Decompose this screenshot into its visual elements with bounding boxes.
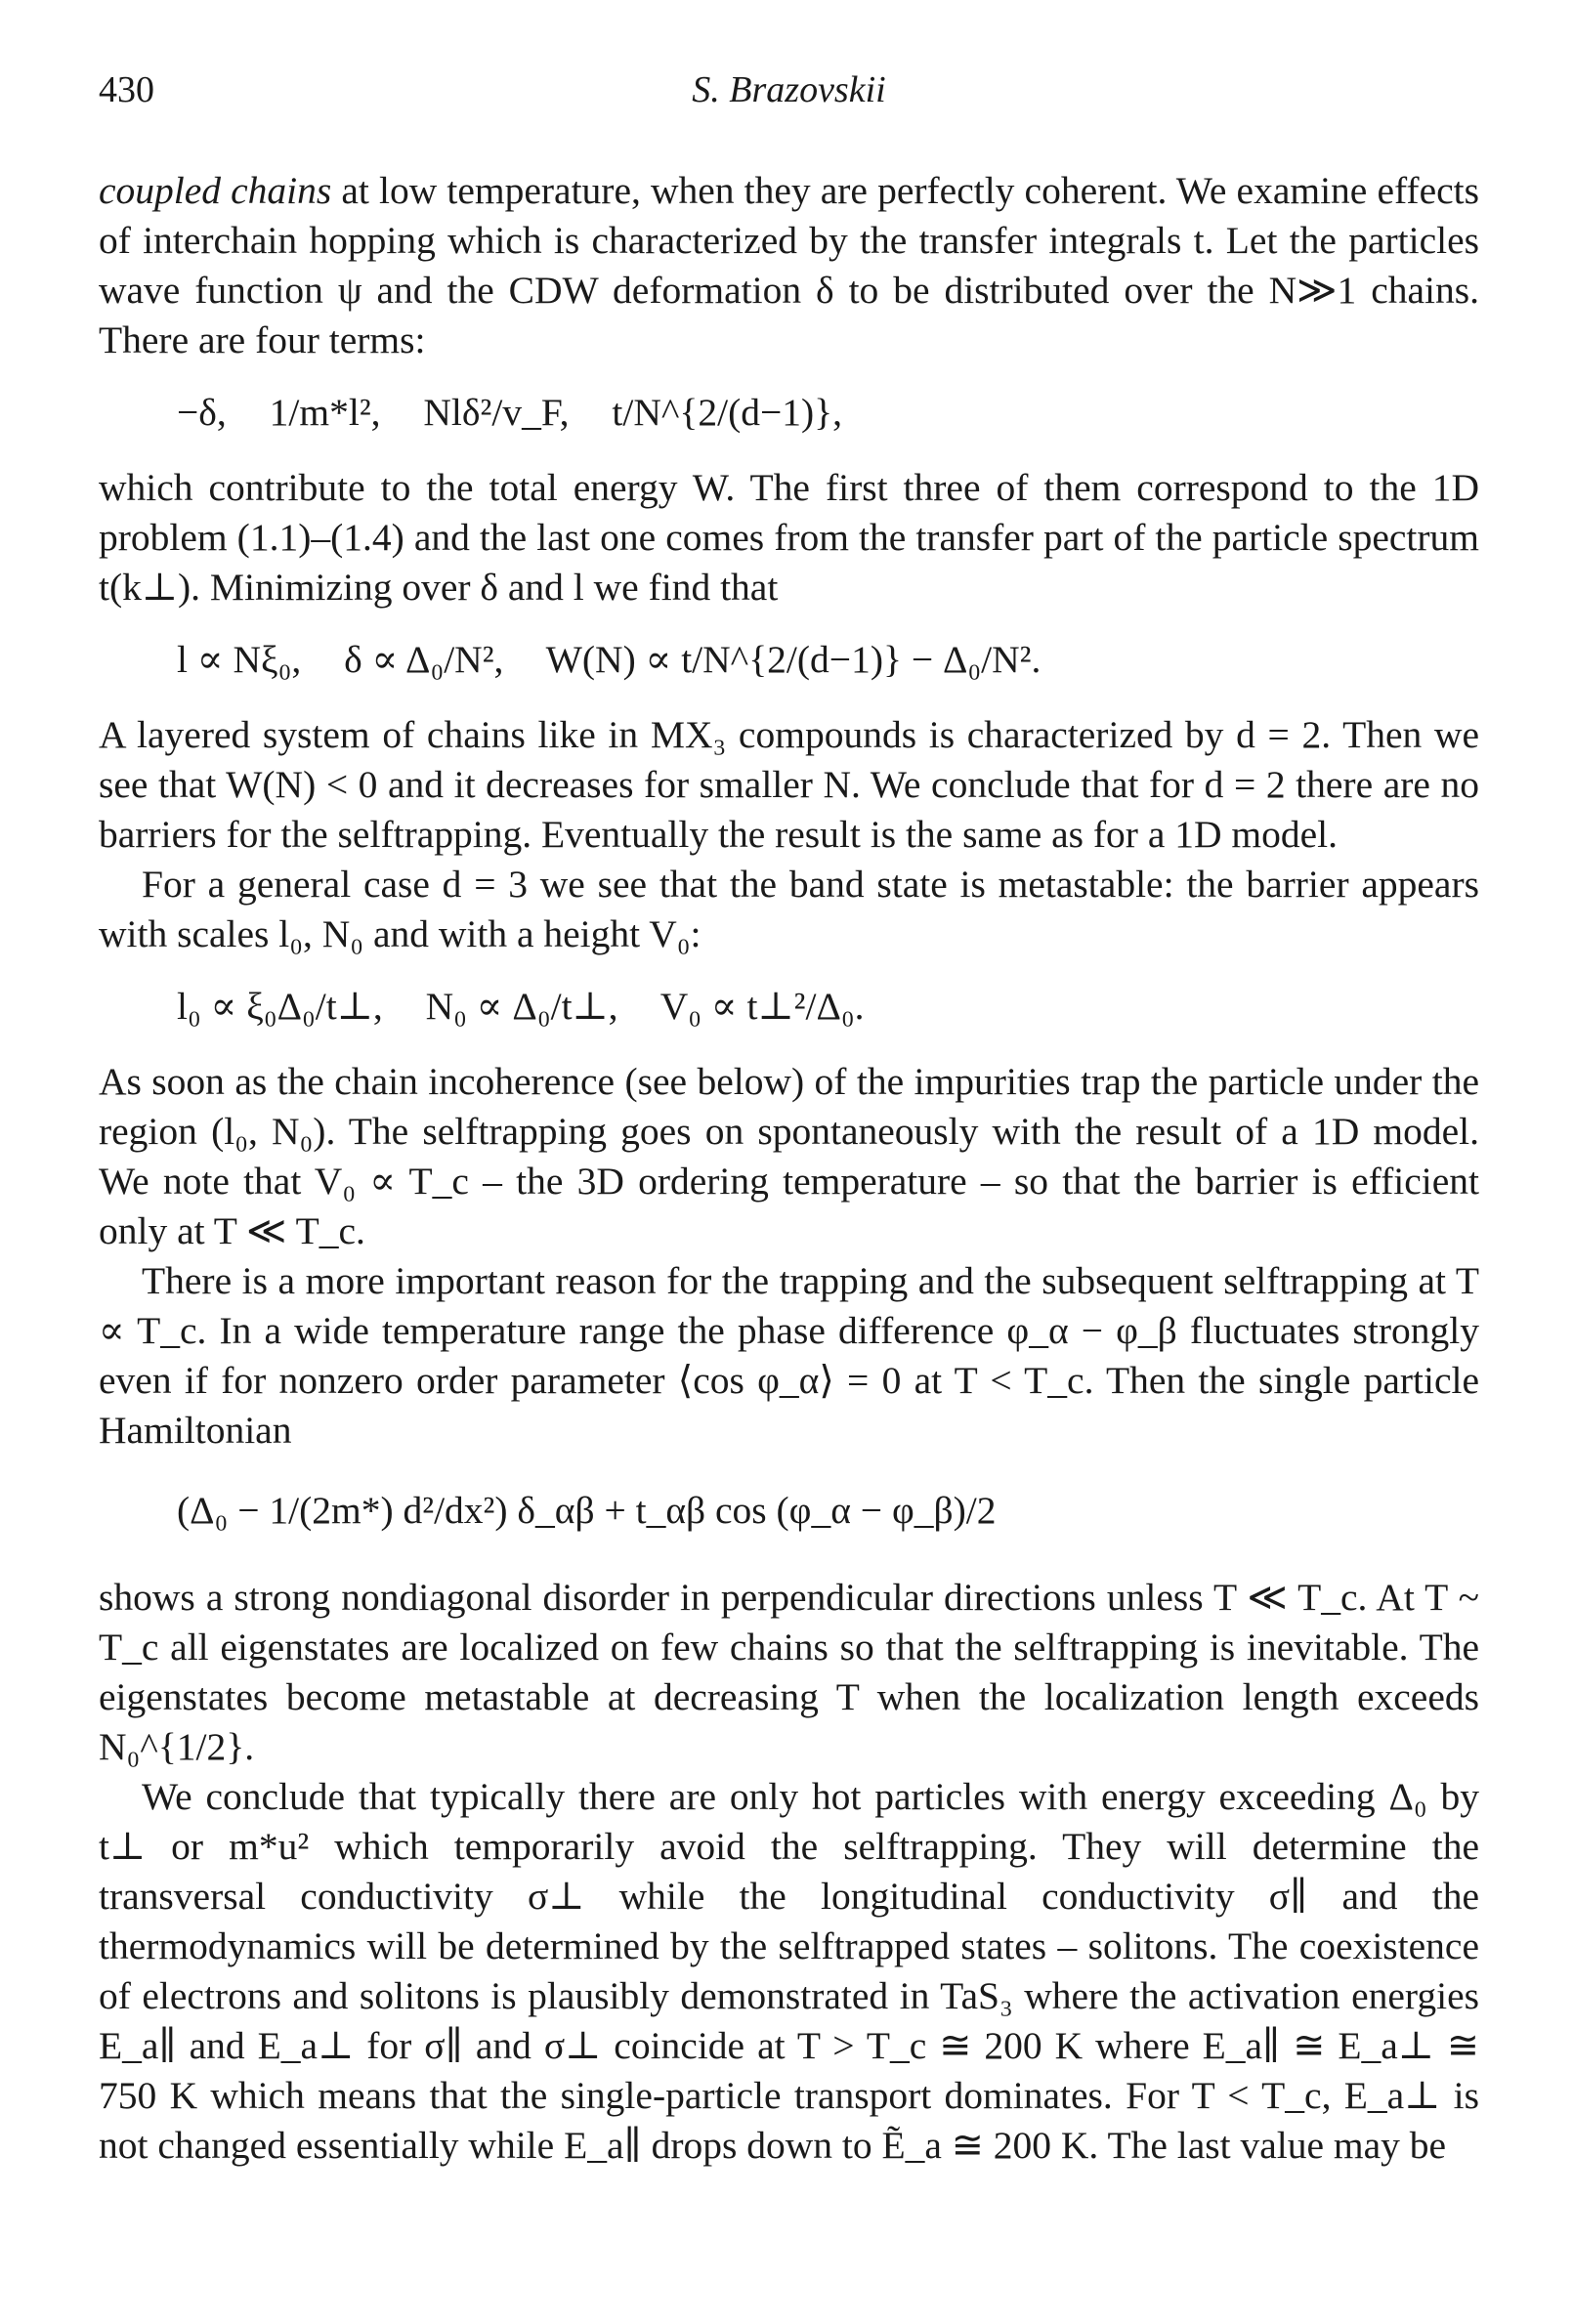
paragraph-6: There is a more important reason for the trapping and the subsequent selftrapping at T ∝ T_c. In a wide temperature range the phase difference φ_α − φ_β fluctuates strongly even if for nonzero order parameter ⟨cos φ_α⟩ = 0 at T < T_c. Then the single particle Hamiltonian — [99, 1259, 1479, 1452]
page-header — [99, 61, 1479, 119]
eq3-term-1: l₀ ∝ ξ₀Δ₀/t⊥, — [177, 985, 383, 1028]
eq1-term-1: −δ, — [177, 391, 227, 434]
eq2-term-3: W(N) ∝ t/N^{2/(d−1)} − Δ₀/N². — [545, 638, 1042, 681]
equation-hamiltonian: (Δ₀ − 1/(2m*) d²/dx²) δ_αβ + t_αβ cos (φ_α − φ_β)/2 — [177, 1489, 997, 1532]
paragraph-7: shows a strong nondiagonal disorder in perpendicular directions unless T ≪ T_c. At T ~ T_c all eigenstates are localized on few chains so that the selftrapping is inevitable. The eigenstates become metastable at decreasing T when the localization length exceeds N₀^{1/2}. — [99, 1576, 1479, 1768]
running-head: S. Brazovskii — [692, 69, 886, 110]
article-body — [99, 166, 1479, 2171]
eq3-term-3: V₀ ∝ t⊥²/Δ₀. — [659, 985, 865, 1028]
eq1-term-4: t/N^{2/(d−1)}, — [612, 391, 843, 434]
paragraph-5: As soon as the chain incoherence (see below) of the impurities trap the particle under the region (l₀, N₀). The selftrapping goes on spontaneously with the result of a 1D model. We note that V₀ ∝ T_c – the 3D ordering temperature – so that the barrier is efficient only at T ≪ T_c. — [99, 1060, 1479, 1252]
italic-phrase: coupled chains — [99, 169, 332, 212]
eq3-term-2: N₀ ∝ Δ₀/t⊥, — [425, 985, 618, 1028]
paragraph-3: A layered system of chains like in MX₃ compounds is characterized by d = 2. Then we see that W(N) < 0 and it decreases for smaller N. We conclude that for d = 2 there are no barriers for the selftrapping. Eventually the result is the same as for a 1D model. — [99, 713, 1479, 856]
equation-terms — [99, 383, 1479, 442]
paragraph-2: which contribute to the total energy W. The first three of them correspond to the 1D problem (1.1)–(1.4) and the last one comes from the transfer part of the particle spectrum t(k⊥). Minimizing over δ and l we find that — [99, 466, 1479, 609]
eq2-term-1: l ∝ Nξ₀, — [177, 638, 302, 681]
paragraph-8: We conclude that typically there are only hot particles with energy exceeding Δ₀ by t⊥ or m*u² which temporarily avoid the selftrapping. They will determine the transversal conductivity σ⊥ while the longitudinal conductivity σ∥ and the thermodynamics will be determined by the selftrapped states – solitons. The coexistence of electrons and solitons is plausibly demonstrated in TaS₃ where the activation energies E_a∥ and E_a⊥ for σ∥ and σ⊥ coincide at T > T_c ≅ 200 K where E_a∥ ≅ E_a⊥ ≅ 750 K which means that the single-particle transport dominates. For T < T_c, E_a⊥ is not changed essentially while E_a∥ drops down to Ẽ_a ≅ 200 K. The last value may be — [99, 1775, 1479, 2167]
eq1-term-2: 1/m*l², — [269, 391, 381, 434]
equation-scaling — [99, 630, 1479, 689]
eq2-term-2: δ ∝ Δ₀/N², — [344, 638, 504, 681]
paragraph-4: For a general case d = 3 we see that the band state is metastable: the barrier appears with scales l₀, N₀ and with a height V₀: — [99, 863, 1479, 955]
eq1-term-3: Nlδ²/v_F, — [423, 391, 570, 434]
paragraph-1-text: at low temperature, when they are perfectly coherent. We examine effects of interchain hopping which is characterized by the transfer integrals t. Let the particles wave function ψ and the CDW deformation δ to be distributed over the N≫1 chains. There are four terms: — [99, 169, 1479, 361]
paragraph-1 — [99, 166, 1479, 365]
page-number: 430 — [99, 69, 154, 110]
equation-barrier — [99, 977, 1479, 1035]
